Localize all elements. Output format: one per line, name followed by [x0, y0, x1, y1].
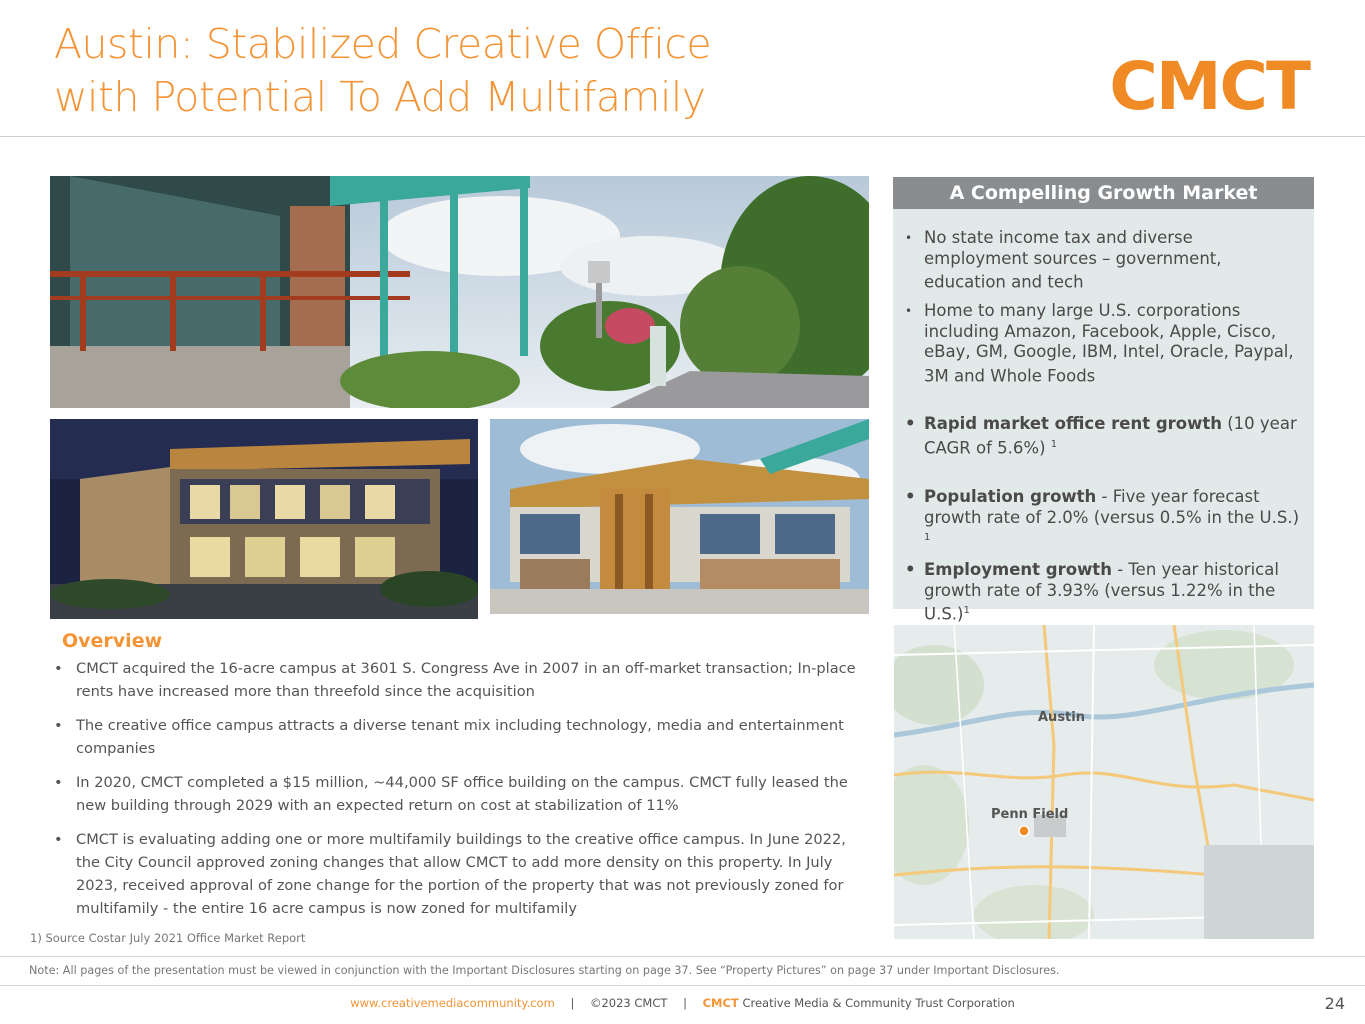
footer-divider — [0, 985, 1365, 986]
bullet-icon: • — [54, 717, 63, 734]
footnote-marker: 1 — [1050, 438, 1058, 450]
bullet-icon: • — [54, 774, 63, 791]
overview-item — [54, 771, 862, 817]
footer-separator: | — [683, 996, 687, 1010]
campus-exterior-photo — [50, 176, 869, 408]
footnote-marker: 1 — [963, 605, 970, 616]
growth-item-text: (10 year CAGR of 5.6%) — [924, 414, 1297, 457]
growth-item — [905, 560, 1300, 625]
footer-company-name: Creative Media & Community Trust Corporation — [742, 996, 1015, 1010]
penn-field-marker-icon — [1019, 826, 1029, 836]
page-title-line-1: Austin: Stabilized Creative Office — [54, 20, 712, 68]
website-link[interactable]: www.creativemediacommunity.com — [350, 996, 555, 1010]
page-title — [54, 18, 814, 124]
growth-item-text: - Five year forecast growth rate of 2.0% (versus 0.5% in the U.S.) — [924, 487, 1300, 527]
growth-item-text: Home to many large U.S. corporations including Amazon, Facebook, Apple, Cisco, eBay, GM, Google, IBM, Intel, Oracle, Paypal, 3M and Whole Foods — [924, 301, 1294, 385]
bullet-icon: • — [54, 660, 63, 677]
overview-heading: Overview — [62, 630, 163, 652]
bullet-icon: • — [905, 231, 913, 245]
new-office-building-night-photo — [50, 419, 478, 619]
overview-item — [54, 828, 862, 920]
growth-item — [905, 301, 1300, 387]
bullet-icon: • — [905, 304, 913, 318]
growth-item-text: No state income tax and diverse employment sources – government, education and tech — [924, 228, 1222, 292]
copyright: ©2023 CMCT — [589, 996, 668, 1010]
growth-item-text: - Ten year historical growth rate of 3.93% (versus 1.22% in the U.S.) — [924, 560, 1279, 624]
overview-item-text: CMCT acquired the 16-acre campus at 3601 S. Congress Ave in 2007 in an off-market transaction; In-place rents have increased more than threefold since the acquisition — [76, 660, 856, 700]
page-title-line-2: with Potential To Add Multifamily — [54, 73, 706, 121]
source-footnote: 1) Source Costar July 2021 Office Market Report — [30, 931, 306, 945]
bullet-icon: • — [905, 487, 916, 506]
bullet-icon: • — [54, 831, 63, 848]
cmct-logo: CMCT — [1109, 48, 1309, 125]
footer-divider — [0, 956, 1365, 957]
header-divider — [0, 136, 1365, 137]
overview-item-text: The creative office campus attracts a diverse tenant mix including technology, media and entertainment companies — [76, 717, 844, 757]
map-label-austin: Austin — [1038, 710, 1085, 725]
bullet-icon: • — [905, 560, 916, 579]
overview-item-text: In 2020, CMCT completed a $15 million, ~44,000 SF office building on the campus. CMCT fully leased the new building through 2029 with an expected return on cost at stabilization of 11% — [76, 774, 848, 814]
page-footer — [0, 996, 1365, 1010]
growth-item — [905, 228, 1300, 293]
growth-market-panel — [893, 177, 1314, 624]
overview-item-text: CMCT is evaluating adding one or more multifamily buildings to the creative office campus. In June 2022, the City Council approved zoning changes that allow CMCT to add more density on this property. In July 2023, received approval of zone change for the portion of the property that was not previously zoned for multifamily - the entire 16 acre campus is now zoned for multifamily — [76, 831, 846, 917]
overview-item — [54, 714, 862, 760]
austin-location-map — [894, 625, 1314, 939]
growth-item-bold: Rapid market office rent growth — [924, 414, 1222, 433]
new-office-building-day-photo — [490, 419, 869, 614]
growth-item — [905, 414, 1300, 459]
page-number: 24 — [1324, 994, 1345, 1013]
bullet-icon: • — [905, 414, 916, 433]
footer-separator: | — [570, 996, 575, 1010]
growth-market-heading: A Compelling Growth Market — [893, 177, 1314, 209]
overview-item — [54, 657, 862, 703]
growth-item-bold: Employment growth — [924, 560, 1112, 579]
growth-item-bold: Population growth — [924, 487, 1097, 506]
growth-item — [905, 487, 1300, 552]
map-label-penn-field: Penn Field — [991, 807, 1069, 822]
footer-brand: CMCT — [702, 996, 739, 1010]
disclosure-note: Note: All pages of the presentation must be viewed in conjunction with the Important Disclosures starting on page 37. See “Property Pictures” on page 37 under Important Disclosures. — [29, 964, 1060, 977]
footnote-marker: 1 — [924, 532, 931, 543]
